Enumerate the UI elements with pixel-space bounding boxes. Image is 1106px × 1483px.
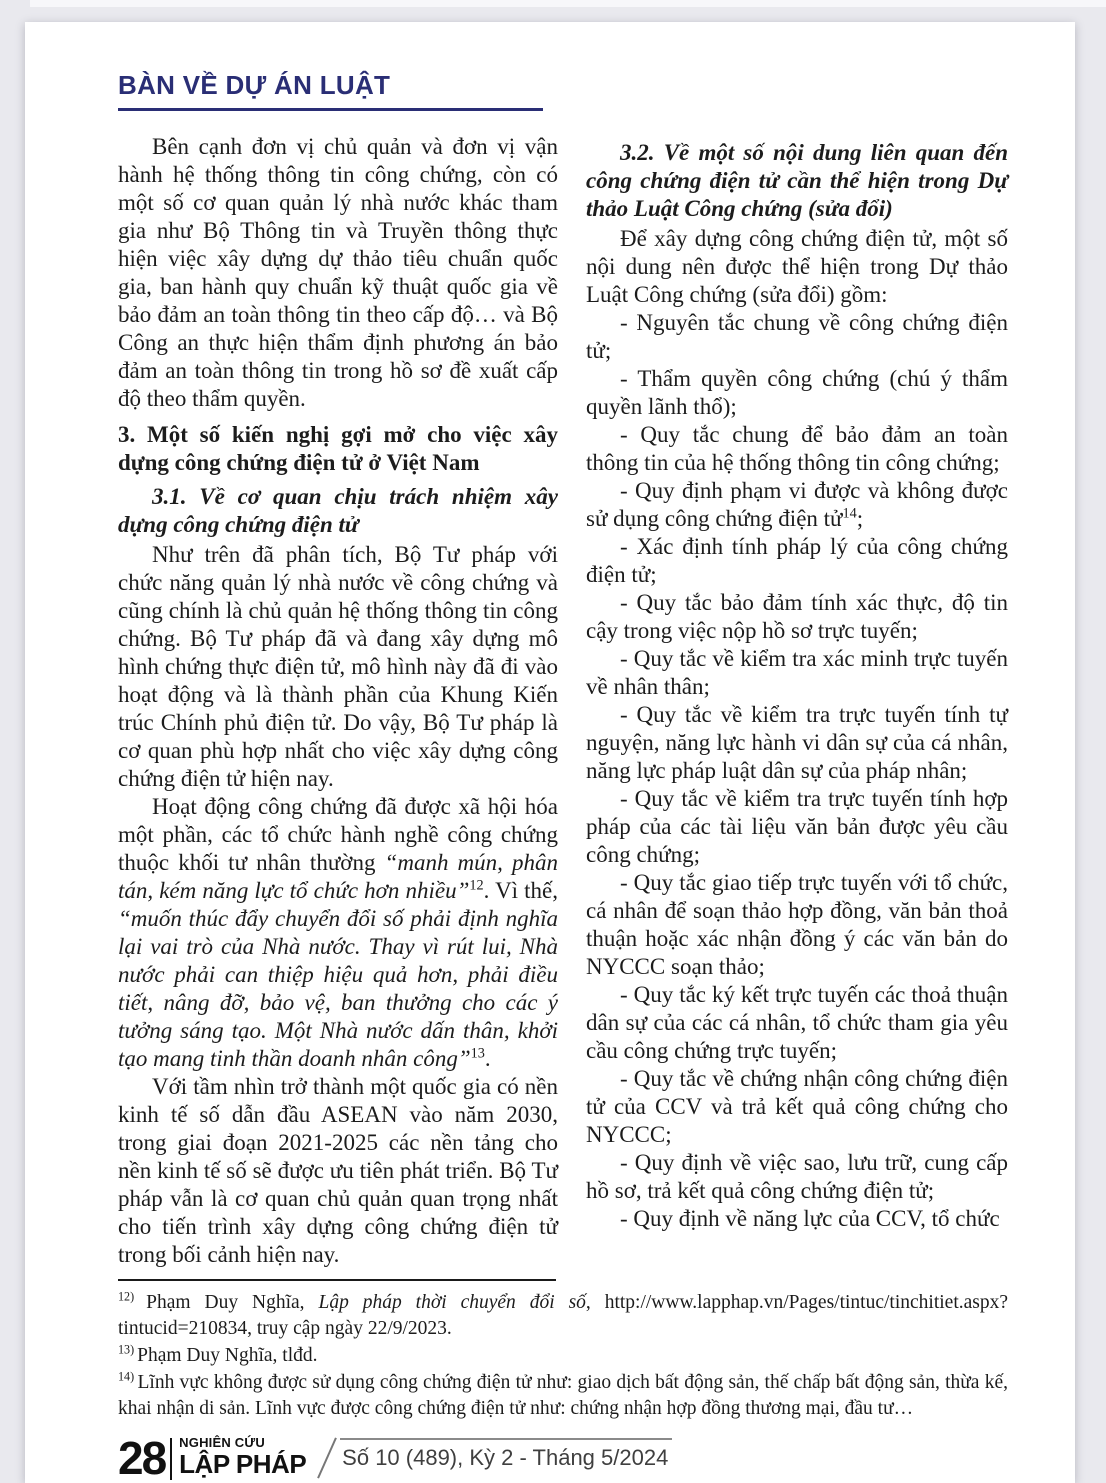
footnotes-section (118, 1290, 1008, 1422)
scan-top-edge (30, 0, 1106, 7)
banner-underline (118, 108, 543, 111)
bullet-item: - Quy định phạm vi được và không được sử dụng công chứng điện tử$^{14}$; (586, 478, 1008, 531)
footnote: $^{14)}$ Lĩnh vực không được sử dụng công chứng điện tử như: giao dịch bất động sản, thế chấp bất động sản, thừa kế, khai nhận di sản. Lĩnh vực được công chứng điện tử như: chứng nhận hợp đồng thương mại, đầu tư… (118, 1369, 1008, 1419)
footer-slash (317, 1437, 337, 1478)
journal-name-top: NGHIÊN CỨU (179, 1435, 265, 1450)
issue-info: Số 10 (489), Kỳ 2 - Tháng 5/2024 (340, 1438, 672, 1471)
bullet-item: - Quy tắc về kiểm tra xác minh trực tuyến về nhân thân; (586, 646, 1008, 699)
right-column (586, 133, 1008, 1269)
bullet-item: - Quy tắc về chứng nhận công chứng điện tử của CCV và trả kết quả công chứng cho NYCCC; (586, 1066, 1008, 1147)
bullet-item: - Quy định về việc sao, lưu trữ, cung cấp hồ sơ, trả kết quả công chứng điện tử; (586, 1150, 1008, 1203)
footnote-separator (118, 1279, 556, 1281)
left-column (118, 133, 558, 1269)
footnote: $^{13)}$ Phạm Duy Nghĩa, tlđd. (118, 1342, 318, 1366)
journal-name-bottom: LẬP PHÁP (179, 1449, 307, 1479)
bullet-item: - Nguyên tắc chung về công chứng điện tử; (586, 310, 1008, 363)
journal-logo (179, 1436, 306, 1477)
bullet-item: - Thẩm quyền công chứng (chú ý thẩm quyền lãnh thổ); (586, 366, 1008, 419)
bullet-item: - Quy tắc ký kết trực tuyến các thoả thuận dân sự của các cá nhân, tổ chức tham gia yêu cầu công chứng trực tuyến; (586, 982, 1008, 1063)
page-footer (118, 1432, 1008, 1483)
bullet-item: - Quy tắc giao tiếp trực tuyến với tổ chức, cá nhân để soạn thảo hợp đồng, văn bản thoả thuận hoặc xác nhận đồng ý các văn bản do NYCCC soạn thảo; (586, 870, 1008, 979)
section-heading: 3. Một số kiến nghị gợi mở cho việc xây dựng công chứng điện tử ở Việt Nam (118, 422, 558, 475)
page-number: 28 (118, 1432, 166, 1483)
page-header (118, 70, 1008, 111)
bullet-item: - Quy tắc bảo đảm tính xác thực, độ tin cậy trong việc nộp hồ sơ trực tuyến; (586, 590, 1008, 643)
footer-divider (170, 1438, 172, 1480)
bullet-item: - Quy tắc về kiểm tra trực tuyến tính tự nguyện, năng lực hành vi dân sự của cá nhân, năng lực pháp luật dân sự của pháp nhân; (586, 702, 1008, 783)
paragraph: Với tầm nhìn trở thành một quốc gia có nền kinh tế số dẫn đầu ASEAN vào năm 2030, trong giai đoạn 2021-2025 các nền tảng cho nền kinh tế số sẽ được ưu tiên phát triển. Bộ Tư pháp vẫn là cơ quan chủ quản quan trọng nhất cho tiến trình xây dựng công chứng điện tử trong bối cảnh hiện nay. (118, 1074, 558, 1267)
bullet-item: - Quy định về năng lực của CCV, tổ chức (620, 1206, 1000, 1231)
two-column-body (118, 133, 1008, 1269)
section-banner: BÀN VỀ DỰ ÁN LUẬT (118, 70, 391, 100)
subsection-heading: 3.1. Về cơ quan chịu trách nhiệm xây dựng công chứng điện tử (118, 484, 558, 537)
bullet-item: - Quy tắc về kiểm tra trực tuyến tính hợp pháp của các tài liệu văn bản được yêu cầu công chứng; (586, 786, 1008, 867)
paragraph: Hoạt động công chứng đã được xã hội hóa một phần, các tổ chức hành nghề công chứng thuộc khối tư nhân thường “manh mún, phân tán, kém năng lực tổ chức hơn nhiều”$^{12}$. Vì thế, “muốn thúc đẩy chuyển đổi số phải định nghĩa lại vai trò của Nhà nước. Thay vì rút lui, Nhà nước phải can thiệp hiệu quả hơn, phải điều tiết, nâng đỡ, bảo vệ, ban thưởng cho các ý tưởng sáng tạo. Một Nhà nước dấn thân, khởi tạo mang tinh thần doanh nhân công”$^{13}$. (118, 794, 559, 1071)
bullet-item: - Xác định tính pháp lý của công chứng điện tử; (586, 534, 1008, 587)
document-page (25, 22, 1075, 1483)
bullet-item: - Quy tắc chung để bảo đảm an toàn thông tin của hệ thống thông tin công chứng; (586, 422, 1008, 475)
footnote: $^{12)}$ Phạm Duy Nghĩa, Lập pháp thời chuyển đổi số, http://www.lapphap.vn/Pages/tintuc/tinchitiet.aspx?tintucid=210834, truy cập ngày 22/9/2023. (118, 1289, 1009, 1339)
paragraph: Để xây dựng công chứng điện tử, một số nội dung nên được thể hiện trong Dự thảo Luật Công chứng (sửa đổi) gồm: (586, 226, 1008, 307)
paragraph: Bên cạnh đơn vị chủ quản và đơn vị vận hành hệ thống thông tin công chứng, còn có một số cơ quan quản lý nhà nước khác tham gia như Bộ Thông tin và Truyền thông thực hiện việc xây dựng dự thảo tiêu chuẩn quốc gia, ban hành quy chuẩn kỹ thuật quốc gia về bảo đảm an toàn thông tin theo cấp độ… và Bộ Công an thực hiện thẩm định phương án bảo đảm an toàn thông tin trong hồ sơ đề xuất cấp độ theo thẩm quyền. (118, 134, 558, 411)
paragraph: Như trên đã phân tích, Bộ Tư pháp với chức năng quản lý nhà nước về công chứng và cũng chính là chủ quản hệ thống thông tin công chứng. Bộ Tư pháp đã và đang xây dựng mô hình chứng thực điện tử, mô hình này đã đi vào hoạt động và là thành phần của Khung Kiến trúc Chính phủ điện tử. Do vậy, Bộ Tư pháp là cơ quan phù hợp nhất cho việc xây dựng công chứng điện tử hiện nay. (118, 542, 558, 791)
subsection-heading: 3.2. Về một số nội dung liên quan đến công chứng điện tử cần thể hiện trong Dự thảo Luật Công chứng (sửa đổi) (586, 140, 1008, 221)
